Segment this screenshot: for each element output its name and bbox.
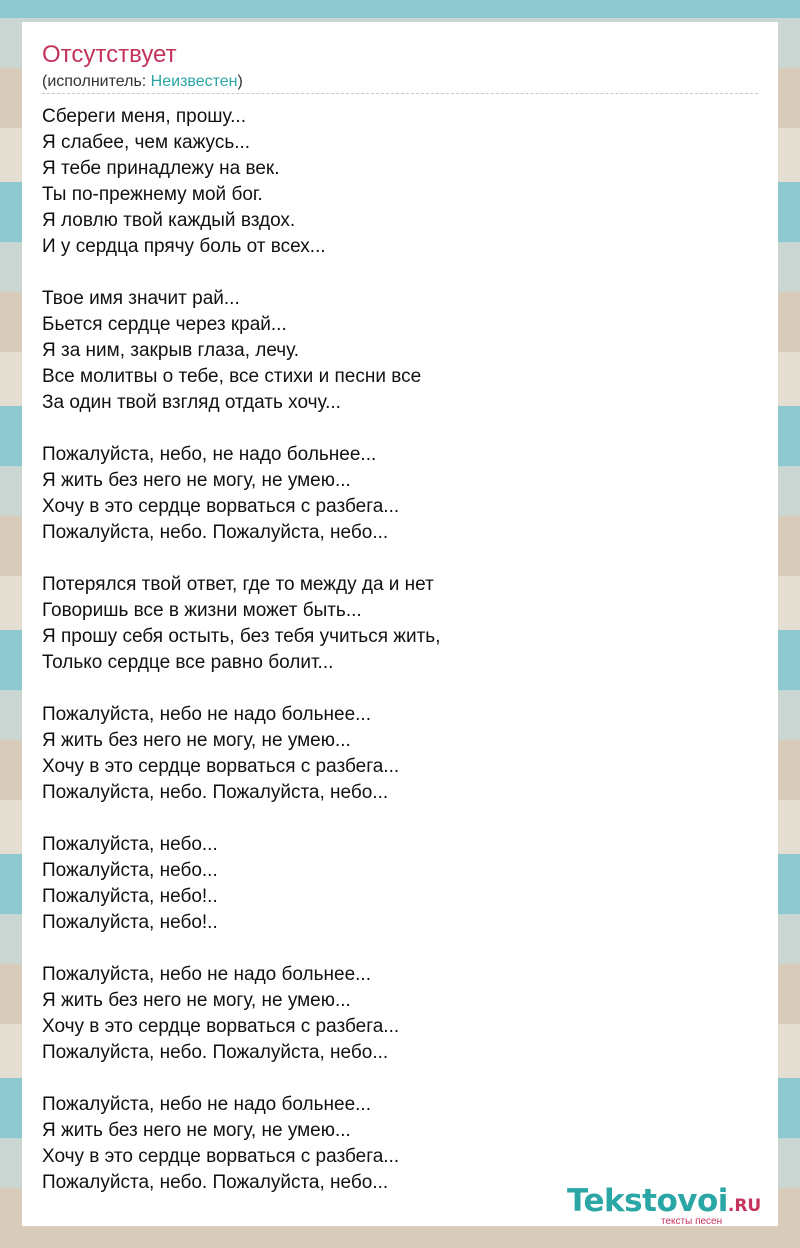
lyric-line: Я тебе принадлежу на век. (42, 158, 280, 179)
lyric-line: Я жить без него не могу, не умею... (42, 730, 351, 751)
logo-tagline: тексты песен (661, 1216, 723, 1227)
logo-brand: Tekstovoi (567, 1183, 728, 1219)
lyric-line: Пожалуйста, небо не надо больнее... (42, 704, 371, 725)
performer-link[interactable]: Неизвестен (150, 73, 238, 90)
lyric-line: Я ловлю твой каждый вздох. (42, 210, 296, 231)
lyric-line: Все молитвы о тебе, все стихи и песни все (42, 366, 422, 387)
lyric-line: Только сердце все равно болит... (42, 652, 334, 673)
stanza-gap (42, 676, 742, 702)
divider (42, 93, 758, 94)
stanza-gap (42, 260, 742, 286)
lyric-line: Пожалуйста, небо. Пожалуйста, небо... (42, 522, 389, 543)
lyric-line: Твое имя значит рай... (42, 288, 240, 309)
stanza-gap (42, 546, 742, 572)
lyrics-card (22, 22, 778, 1226)
lyric-line: Пожалуйста, небо. Пожалуйста, небо... (42, 1042, 389, 1063)
lyric-line: Бьется сердце через край... (42, 314, 287, 335)
lyric-line: Я жить без него не могу, не умею... (42, 990, 351, 1011)
stanza-gap (42, 1066, 742, 1092)
lyric-line: Я жить без него не могу, не умею... (42, 470, 351, 491)
lyric-line: Пожалуйста, небо не надо больнее... (42, 964, 371, 985)
lyric-line: Хочу в это сердце ворваться с разбега... (42, 1016, 400, 1037)
lyric-line: Хочу в это сердце ворваться с разбега... (42, 1146, 400, 1167)
lyric-line: Пожалуйста, небо... (42, 860, 218, 881)
lyric-line: Пожалуйста, небо. Пожалуйста, небо... (42, 1172, 389, 1193)
performer-line (42, 73, 243, 91)
lyric-line: Пожалуйста, небо... (42, 834, 218, 855)
performer-suffix: ) (237, 73, 243, 90)
lyric-line: Потерялся твой ответ, где то между да и нет (42, 574, 434, 595)
lyric-line: Пожалуйста, небо, не надо больнее... (42, 444, 377, 465)
lyric-line: Пожалуйста, небо не надо больнее... (42, 1094, 371, 1115)
lyric-line: Я жить без него не могу, не умею... (42, 1120, 351, 1141)
lyric-line: Хочу в это сердце ворваться с разбега... (42, 496, 400, 517)
lyric-line: И у сердца прячу боль от всех... (42, 236, 326, 257)
lyric-line: Говоришь все в жизни может быть... (42, 600, 362, 621)
lyric-line: Пожалуйста, небо!.. (42, 886, 218, 907)
lyric-line: За один твой взгляд отдать хочу... (42, 392, 341, 413)
lyric-line: Я слабее, чем кажусь... (42, 132, 251, 153)
lyric-line: Сбереги меня, прошу... (42, 106, 246, 127)
performer-prefix: (исполнитель: (42, 73, 151, 90)
lyric-line: Ты по-прежнему мой бог. (42, 184, 263, 205)
lyric-line: Я прошу себя остыть, без тебя учиться жить, (42, 626, 441, 647)
lyrics-text (42, 104, 742, 1196)
stanza-gap (42, 806, 742, 832)
lyric-line: Хочу в это сердце ворваться с разбега... (42, 756, 400, 777)
site-logo (567, 1183, 761, 1219)
stanza-gap (42, 936, 742, 962)
logo-domain: .RU (727, 1196, 762, 1216)
song-title: Отсутствует (42, 41, 177, 68)
lyric-line: Пожалуйста, небо!.. (42, 912, 218, 933)
lyric-line: Я за ним, закрыв глаза, лечу. (42, 340, 300, 361)
lyric-line: Пожалуйста, небо. Пожалуйста, небо... (42, 782, 389, 803)
stanza-gap (42, 416, 742, 442)
